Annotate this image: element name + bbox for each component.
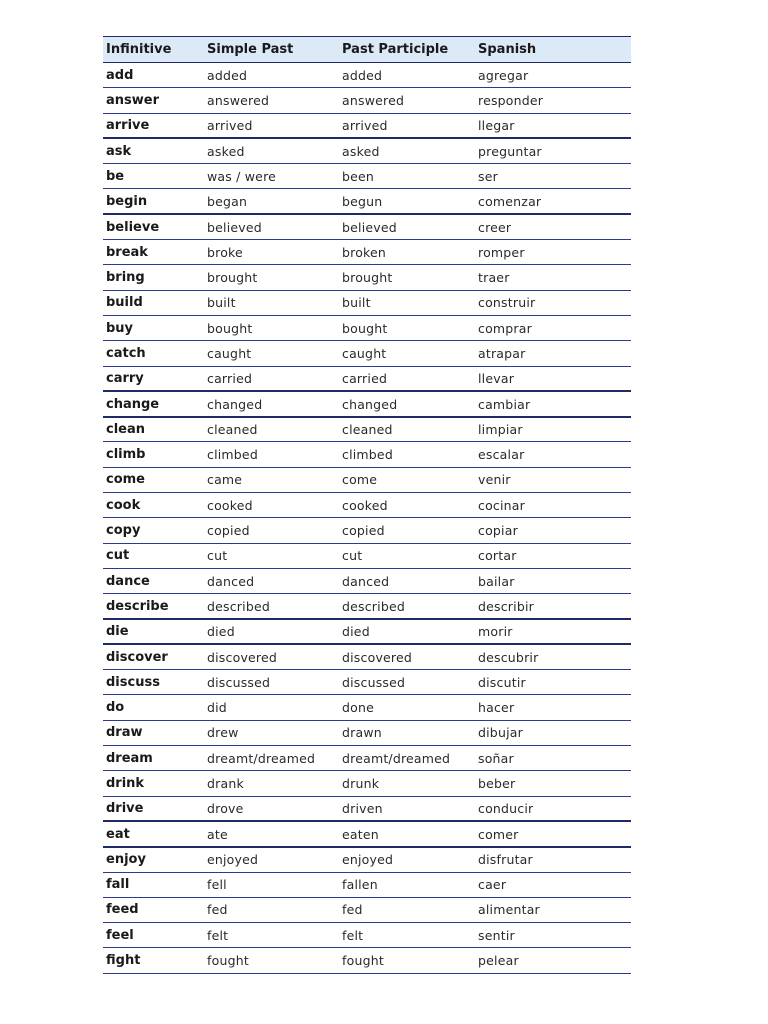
- cell-infinitive: clean: [103, 417, 204, 442]
- cell-simple-past: fed: [204, 897, 339, 922]
- table-row: [103, 543, 631, 568]
- cell-simple-past: carried: [204, 366, 339, 391]
- cell-infinitive: believe: [103, 214, 204, 239]
- cell-spanish: describir: [475, 594, 631, 619]
- table-row: [103, 493, 631, 518]
- cell-simple-past: drew: [204, 720, 339, 745]
- cell-simple-past: arrived: [204, 113, 339, 138]
- cell-spanish: alimentar: [475, 897, 631, 922]
- cell-spanish: soñar: [475, 746, 631, 771]
- cell-spanish: beber: [475, 771, 631, 796]
- table-row: [103, 771, 631, 796]
- cell-simple-past: cut: [204, 543, 339, 568]
- cell-simple-past: ate: [204, 821, 339, 846]
- table-row: [103, 619, 631, 644]
- cell-simple-past: was / were: [204, 164, 339, 189]
- cell-spanish: dibujar: [475, 720, 631, 745]
- cell-infinitive: die: [103, 619, 204, 644]
- cell-infinitive: buy: [103, 315, 204, 340]
- header-infinitive: Infinitive: [103, 37, 204, 63]
- cell-simple-past: died: [204, 619, 339, 644]
- cell-past-participle: arrived: [339, 113, 475, 138]
- cell-spanish: disfrutar: [475, 847, 631, 872]
- cell-spanish: descubrir: [475, 644, 631, 669]
- cell-spanish: limpiar: [475, 417, 631, 442]
- table-row: [103, 341, 631, 366]
- cell-infinitive: copy: [103, 518, 204, 543]
- cell-spanish: cambiar: [475, 391, 631, 416]
- cell-simple-past: believed: [204, 214, 339, 239]
- cell-simple-past: began: [204, 189, 339, 214]
- cell-simple-past: asked: [204, 138, 339, 163]
- cell-past-participle: climbed: [339, 442, 475, 467]
- cell-spanish: hacer: [475, 695, 631, 720]
- cell-infinitive: add: [103, 63, 204, 88]
- cell-simple-past: added: [204, 63, 339, 88]
- table-row: [103, 63, 631, 88]
- document-page: [103, 36, 631, 974]
- cell-spanish: llevar: [475, 366, 631, 391]
- table-row: [103, 164, 631, 189]
- table-header: [103, 37, 631, 63]
- cell-infinitive: drink: [103, 771, 204, 796]
- table-row: [103, 240, 631, 265]
- cell-simple-past: built: [204, 290, 339, 315]
- table-row: [103, 417, 631, 442]
- cell-infinitive: change: [103, 391, 204, 416]
- cell-spanish: escalar: [475, 442, 631, 467]
- table-row: [103, 138, 631, 163]
- cell-spanish: discutir: [475, 670, 631, 695]
- cell-past-participle: believed: [339, 214, 475, 239]
- header-simple-past: Simple Past: [204, 37, 339, 63]
- cell-past-participle: changed: [339, 391, 475, 416]
- cell-spanish: llegar: [475, 113, 631, 138]
- cell-past-participle: brought: [339, 265, 475, 290]
- cell-infinitive: be: [103, 164, 204, 189]
- cell-past-participle: fed: [339, 897, 475, 922]
- cell-past-participle: added: [339, 63, 475, 88]
- cell-infinitive: do: [103, 695, 204, 720]
- cell-past-participle: copied: [339, 518, 475, 543]
- cell-spanish: venir: [475, 467, 631, 492]
- cell-infinitive: answer: [103, 88, 204, 113]
- cell-spanish: morir: [475, 619, 631, 644]
- cell-infinitive: ask: [103, 138, 204, 163]
- cell-infinitive: carry: [103, 366, 204, 391]
- table-row: [103, 518, 631, 543]
- cell-past-participle: caught: [339, 341, 475, 366]
- cell-spanish: caer: [475, 872, 631, 897]
- cell-past-participle: carried: [339, 366, 475, 391]
- cell-infinitive: dream: [103, 746, 204, 771]
- cell-past-participle: discovered: [339, 644, 475, 669]
- table-row: [103, 290, 631, 315]
- cell-past-participle: drunk: [339, 771, 475, 796]
- cell-simple-past: discovered: [204, 644, 339, 669]
- cell-simple-past: cooked: [204, 493, 339, 518]
- header-spanish: Spanish: [475, 37, 631, 63]
- cell-infinitive: feel: [103, 923, 204, 948]
- cell-infinitive: fall: [103, 872, 204, 897]
- cell-infinitive: eat: [103, 821, 204, 846]
- cell-simple-past: climbed: [204, 442, 339, 467]
- cell-simple-past: fell: [204, 872, 339, 897]
- cell-infinitive: climb: [103, 442, 204, 467]
- cell-simple-past: danced: [204, 568, 339, 593]
- cell-simple-past: changed: [204, 391, 339, 416]
- cell-spanish: pelear: [475, 948, 631, 973]
- table-body: [103, 63, 631, 974]
- table-row: [103, 872, 631, 897]
- cell-simple-past: dreamt/dreamed: [204, 746, 339, 771]
- cell-infinitive: build: [103, 290, 204, 315]
- cell-spanish: responder: [475, 88, 631, 113]
- table-row: [103, 214, 631, 239]
- cell-past-participle: bought: [339, 315, 475, 340]
- cell-spanish: romper: [475, 240, 631, 265]
- cell-spanish: cortar: [475, 543, 631, 568]
- cell-spanish: comprar: [475, 315, 631, 340]
- cell-spanish: creer: [475, 214, 631, 239]
- cell-simple-past: broke: [204, 240, 339, 265]
- cell-past-participle: been: [339, 164, 475, 189]
- cell-past-participle: done: [339, 695, 475, 720]
- cell-past-participle: described: [339, 594, 475, 619]
- cell-infinitive: discuss: [103, 670, 204, 695]
- table-row: [103, 467, 631, 492]
- cell-infinitive: draw: [103, 720, 204, 745]
- cell-infinitive: catch: [103, 341, 204, 366]
- cell-spanish: bailar: [475, 568, 631, 593]
- table-row: [103, 670, 631, 695]
- table-row: [103, 847, 631, 872]
- cell-infinitive: begin: [103, 189, 204, 214]
- cell-past-participle: answered: [339, 88, 475, 113]
- cell-simple-past: cleaned: [204, 417, 339, 442]
- cell-simple-past: fought: [204, 948, 339, 973]
- table-row: [103, 923, 631, 948]
- table-row: [103, 796, 631, 821]
- cell-spanish: copiar: [475, 518, 631, 543]
- header-row: [103, 37, 631, 63]
- cell-past-participle: asked: [339, 138, 475, 163]
- cell-past-participle: fallen: [339, 872, 475, 897]
- cell-infinitive: drive: [103, 796, 204, 821]
- cell-spanish: sentir: [475, 923, 631, 948]
- table-row: [103, 366, 631, 391]
- cell-infinitive: come: [103, 467, 204, 492]
- cell-spanish: ser: [475, 164, 631, 189]
- cell-spanish: construir: [475, 290, 631, 315]
- cell-infinitive: cook: [103, 493, 204, 518]
- cell-simple-past: answered: [204, 88, 339, 113]
- cell-spanish: atrapar: [475, 341, 631, 366]
- cell-simple-past: felt: [204, 923, 339, 948]
- cell-past-participle: come: [339, 467, 475, 492]
- table-row: [103, 189, 631, 214]
- cell-spanish: traer: [475, 265, 631, 290]
- table-row: [103, 644, 631, 669]
- cell-simple-past: brought: [204, 265, 339, 290]
- cell-past-participle: driven: [339, 796, 475, 821]
- cell-past-participle: danced: [339, 568, 475, 593]
- cell-infinitive: cut: [103, 543, 204, 568]
- cell-past-participle: cooked: [339, 493, 475, 518]
- cell-simple-past: discussed: [204, 670, 339, 695]
- cell-infinitive: feed: [103, 897, 204, 922]
- table-row: [103, 821, 631, 846]
- cell-infinitive: enjoy: [103, 847, 204, 872]
- table-row: [103, 113, 631, 138]
- cell-past-participle: cut: [339, 543, 475, 568]
- cell-spanish: agregar: [475, 63, 631, 88]
- table-row: [103, 948, 631, 973]
- cell-spanish: comer: [475, 821, 631, 846]
- cell-infinitive: break: [103, 240, 204, 265]
- cell-past-participle: died: [339, 619, 475, 644]
- cell-past-participle: discussed: [339, 670, 475, 695]
- table-row: [103, 568, 631, 593]
- cell-past-participle: broken: [339, 240, 475, 265]
- cell-simple-past: came: [204, 467, 339, 492]
- cell-spanish: comenzar: [475, 189, 631, 214]
- cell-spanish: cocinar: [475, 493, 631, 518]
- cell-simple-past: did: [204, 695, 339, 720]
- cell-simple-past: bought: [204, 315, 339, 340]
- cell-past-participle: enjoyed: [339, 847, 475, 872]
- table-row: [103, 442, 631, 467]
- table-row: [103, 315, 631, 340]
- cell-infinitive: arrive: [103, 113, 204, 138]
- table-row: [103, 720, 631, 745]
- cell-infinitive: discover: [103, 644, 204, 669]
- table-row: [103, 88, 631, 113]
- table-row: [103, 594, 631, 619]
- cell-past-participle: eaten: [339, 821, 475, 846]
- cell-past-participle: dreamt/dreamed: [339, 746, 475, 771]
- header-past-participle: Past Participle: [339, 37, 475, 63]
- table-row: [103, 695, 631, 720]
- cell-past-participle: fought: [339, 948, 475, 973]
- cell-simple-past: enjoyed: [204, 847, 339, 872]
- cell-spanish: preguntar: [475, 138, 631, 163]
- table-row: [103, 265, 631, 290]
- verb-table: [103, 36, 631, 974]
- table-row: [103, 746, 631, 771]
- cell-simple-past: drank: [204, 771, 339, 796]
- cell-simple-past: caught: [204, 341, 339, 366]
- cell-past-participle: built: [339, 290, 475, 315]
- cell-spanish: conducir: [475, 796, 631, 821]
- cell-infinitive: dance: [103, 568, 204, 593]
- cell-past-participle: begun: [339, 189, 475, 214]
- cell-simple-past: described: [204, 594, 339, 619]
- cell-past-participle: felt: [339, 923, 475, 948]
- table-row: [103, 391, 631, 416]
- cell-infinitive: bring: [103, 265, 204, 290]
- table-row: [103, 897, 631, 922]
- cell-simple-past: copied: [204, 518, 339, 543]
- cell-past-participle: cleaned: [339, 417, 475, 442]
- cell-past-participle: drawn: [339, 720, 475, 745]
- cell-simple-past: drove: [204, 796, 339, 821]
- cell-infinitive: fight: [103, 948, 204, 973]
- cell-infinitive: describe: [103, 594, 204, 619]
